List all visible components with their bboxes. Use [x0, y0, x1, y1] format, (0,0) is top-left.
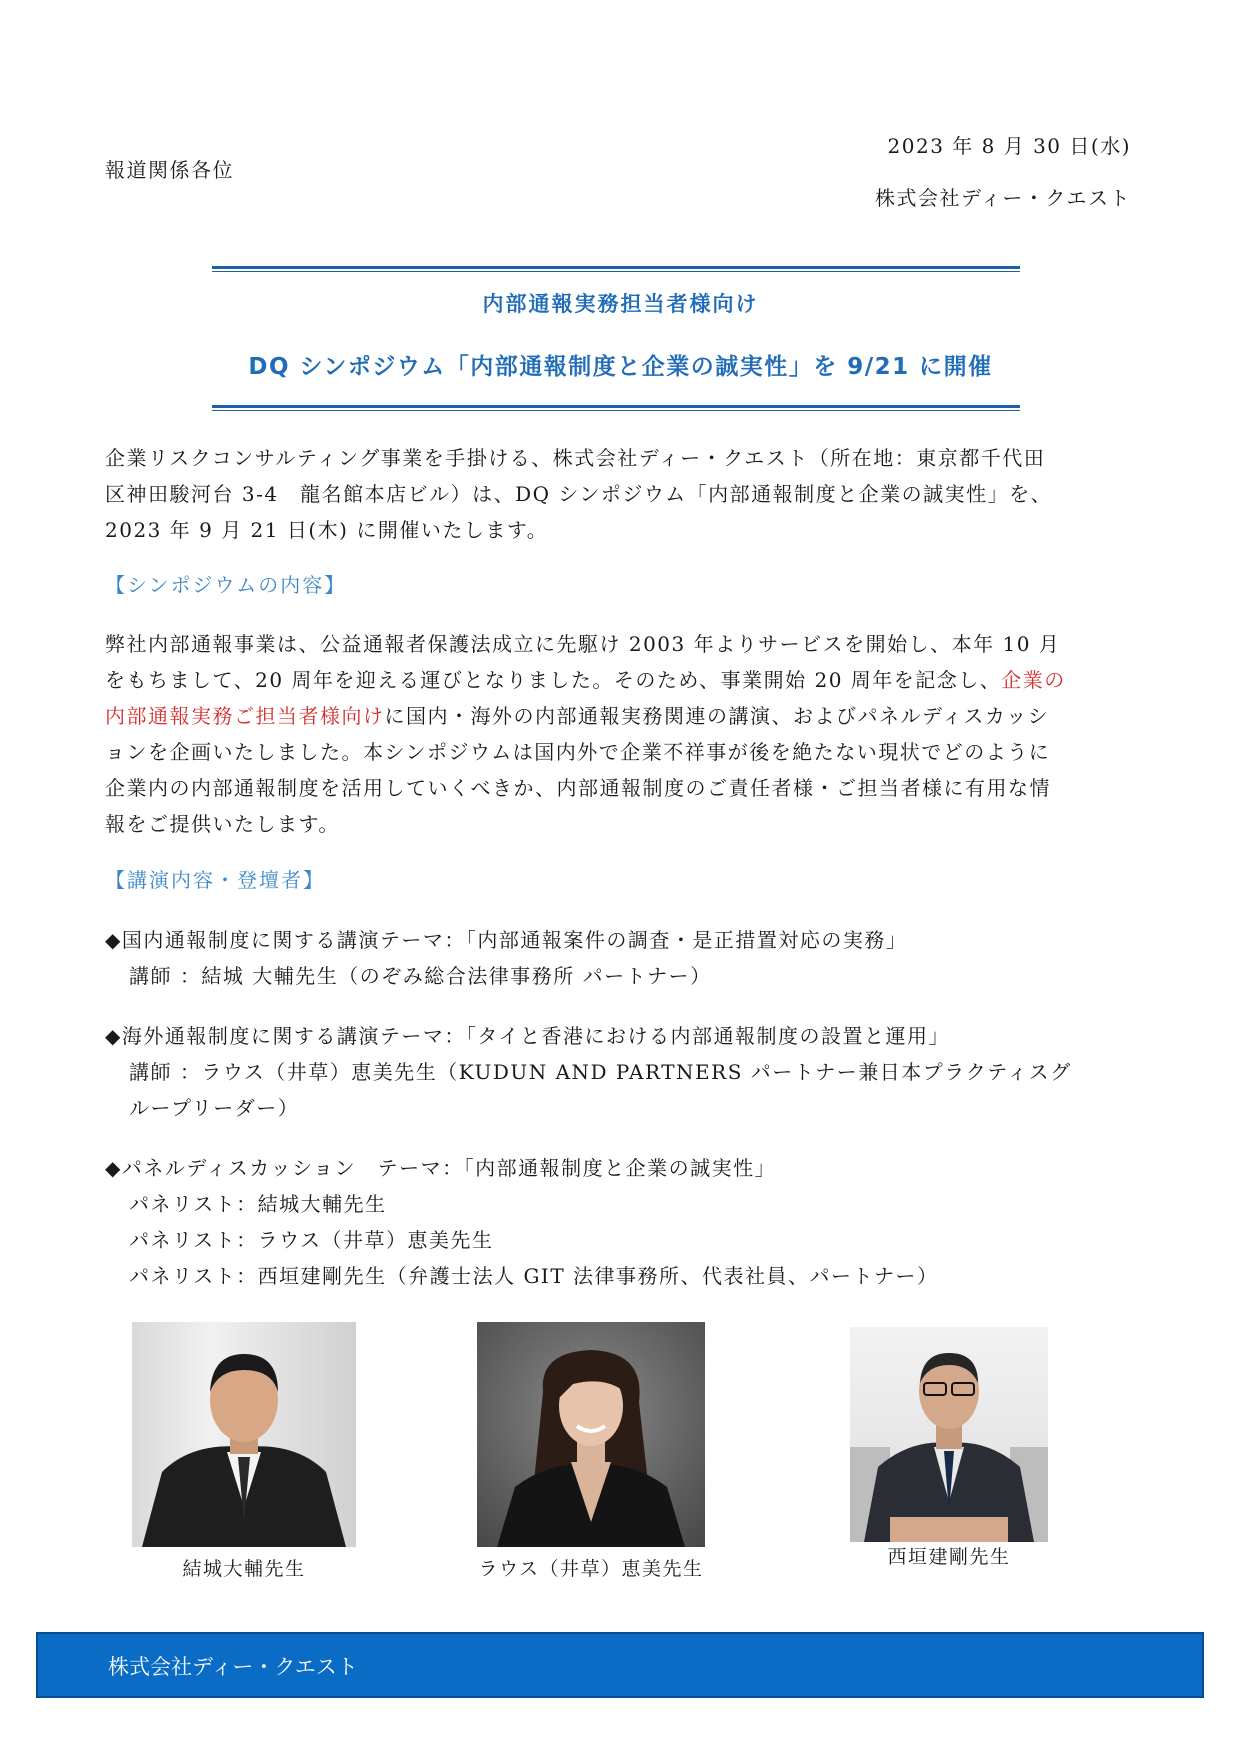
body-text: に国内・海外の内部通報実務関連の講演、およびパネルディスカッシ — [384, 704, 1050, 728]
intro-line: 2023 年 9 月 21 日(木) に開催いたします。 — [105, 518, 549, 542]
lecture-theme: ◆国内通報制度に関する講演テーマ：「内部通報案件の調査・是正措置対応の実務」 — [105, 928, 908, 952]
intro-line: 区神田駿河台 3-4 龍名館本店ビル）は、DQ シンポジウム「内部通報制度と企業の誠実性」を、 — [105, 482, 1053, 506]
panelist: パネリスト：ラウス（井草）恵美先生 — [129, 1228, 494, 1252]
footer-banner — [36, 1632, 1204, 1698]
highlight-text: 企業の — [1001, 668, 1066, 692]
headline-title: DQ シンポジウム「内部通報制度と企業の誠実性」を 9/21 に開催 — [248, 354, 993, 380]
section-heading-symposium: 【シンポジウムの内容】 — [105, 573, 347, 597]
portrait-illustration — [132, 1322, 356, 1547]
lecture-overseas — [105, 1018, 1072, 1126]
addressee: 報道関係各位 — [105, 158, 234, 182]
photo-caption: ラウス（井草）恵美先生 — [478, 1558, 704, 1580]
body-line — [105, 662, 1135, 698]
panelist: パネリスト：西垣建剛先生（弁護士法人 GIT 法律事務所、代表社員、パートナー） — [129, 1264, 939, 1288]
body-line: 企業内の内部通報制度を活用していくべきか、内部通報制度のご責任者様・ご担当者様に有用な情 — [105, 776, 1051, 800]
headline-subtitle: 内部通報実務担当者様向け — [482, 292, 759, 316]
body-line: ョンを企画いたしました。本シンポジウムは国内外で企業不祥事が後を絶たない現状でどのように — [105, 740, 1051, 764]
body-text: をもちまして、20 周年を迎える運びとなりました。そのため、事業開始 20 周年を記念し、 — [105, 668, 1002, 692]
footer-company-name: 株式会社ディー・クエスト — [108, 1655, 358, 1679]
speaker-photo-yuki — [132, 1322, 356, 1547]
highlight-text: 内部通報実務ご担当者様向け — [105, 704, 385, 728]
lecture-speaker: 講師 ：結城 大輔先生（のぞみ総合法律事務所 パートナー） — [129, 964, 712, 988]
intro-paragraph — [105, 440, 1135, 548]
sender-company: 株式会社ディー・クエスト — [875, 186, 1131, 210]
panel-theme: ◆パネルディスカッション テーマ：「内部通報制度と企業の誠実性」 — [105, 1156, 777, 1180]
portrait-illustration — [477, 1322, 705, 1547]
photo-caption: 結城大輔先生 — [182, 1558, 306, 1580]
speaker-photo-rouse — [477, 1322, 705, 1547]
speaker-photo-nishigaki — [850, 1327, 1048, 1542]
lecture-speaker: ループリーダー） — [129, 1096, 300, 1120]
headline-rule-top — [212, 266, 1020, 272]
headline-rule-bottom — [212, 405, 1020, 411]
body-line: 報をご提供いたします。 — [105, 812, 340, 836]
body-line: 弊社内部通報事業は、公益通報者保護法成立に先駆け 2003 年よりサービスを開始し、本年 10 月 — [105, 632, 1061, 656]
photo-caption: 西垣建剛先生 — [887, 1546, 1011, 1568]
panel-discussion — [105, 1150, 939, 1294]
symposium-description — [105, 626, 1135, 842]
release-date: 2023 年 8 月 30 日(水) — [887, 134, 1131, 158]
body-line — [105, 698, 1135, 734]
section-heading-lectures: 【講演内容・登壇者】 — [105, 868, 325, 892]
lecture-domestic — [105, 922, 907, 994]
panelist: パネリスト：結城大輔先生 — [129, 1192, 387, 1216]
lecture-speaker: 講師 ：ラウス（井草）恵美先生（KUDUN AND PARTNERS パートナー兼日本プラクティスグ — [129, 1060, 1072, 1084]
lecture-theme: ◆海外通報制度に関する講演テーマ：「タイと香港における内部通報制度の設置と運用」 — [105, 1024, 950, 1048]
portrait-illustration — [850, 1327, 1048, 1542]
intro-line: 企業リスクコンサルティング事業を手掛ける、株式会社ディー・クエスト（所在地：東京都千代田 — [105, 446, 1046, 470]
